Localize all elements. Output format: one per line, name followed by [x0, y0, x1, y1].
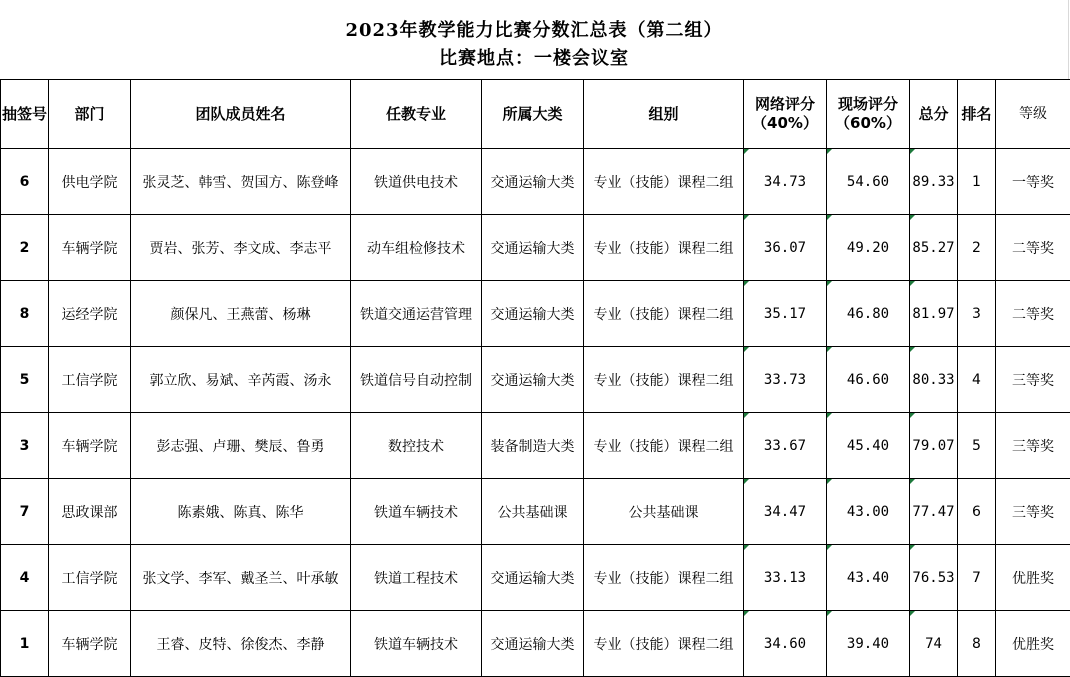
team-members-cell-text: 陈素娥、陈真、陈华	[177, 504, 304, 521]
rank-cell-text: 3	[972, 305, 981, 322]
comment-marker-icon	[744, 215, 749, 220]
online-score-cell	[744, 545, 827, 611]
rank-cell-text: 2	[972, 239, 981, 256]
teaching-major-cell	[351, 347, 482, 413]
team-members-cell	[131, 215, 351, 281]
group-cell-text: 专业（技能）课程二组	[593, 438, 734, 455]
comment-marker-icon	[744, 479, 749, 484]
grade-cell	[996, 281, 1070, 347]
draw-number-cell-text: 1	[19, 635, 30, 652]
department-cell	[49, 281, 131, 347]
header-group: 组别	[584, 80, 744, 149]
table-row	[1, 479, 1070, 545]
total-score-cell	[910, 545, 958, 611]
header-row	[1, 80, 1070, 149]
total-score-cell-text: 77.47	[912, 503, 955, 520]
online-score-cell	[744, 413, 827, 479]
onsite-score-cell	[827, 347, 910, 413]
teaching-major-cell-text: 动车组检修技术	[367, 240, 465, 257]
department-cell-text: 思政课部	[61, 504, 118, 521]
group-cell	[584, 479, 744, 545]
comment-marker-icon	[827, 215, 832, 220]
department-cell	[49, 545, 131, 611]
group-cell	[584, 545, 744, 611]
comment-marker-icon	[910, 281, 915, 286]
group-cell-text: 专业（技能）课程二组	[593, 174, 734, 191]
team-members-cell	[131, 545, 351, 611]
comment-marker-icon	[910, 347, 915, 352]
draw-number-cell	[1, 545, 49, 611]
header-online-label: 网络评分	[754, 95, 815, 113]
header-major: 任教专业	[351, 80, 482, 149]
category-cell-text: 交通运输大类	[490, 636, 575, 653]
rank-cell	[958, 347, 996, 413]
rank-cell	[958, 611, 996, 677]
online-score-cell	[744, 215, 827, 281]
onsite-score-cell-text: 43.00	[846, 503, 890, 520]
comment-marker-icon	[910, 413, 915, 418]
grade-cell-text: 二等奖	[1012, 240, 1054, 257]
comment-marker-icon	[744, 347, 749, 352]
group-cell-text: 专业（技能）课程二组	[593, 306, 734, 323]
online-score-cell-text: 35.17	[763, 305, 807, 322]
total-score-cell-text: 81.97	[912, 305, 955, 322]
category-cell	[482, 149, 584, 215]
department-cell-text: 供电学院	[61, 174, 118, 191]
table-row	[1, 215, 1070, 281]
teaching-major-cell	[351, 545, 482, 611]
score-table	[0, 79, 1070, 677]
onsite-score-cell	[827, 545, 910, 611]
rank-cell	[958, 149, 996, 215]
comment-marker-icon	[827, 545, 832, 550]
grade-cell-text: 优胜奖	[1012, 636, 1054, 653]
table-body	[1, 149, 1070, 677]
online-score-cell	[744, 611, 827, 677]
onsite-score-cell	[827, 149, 910, 215]
header-onsite-weight: （60%）	[835, 114, 901, 132]
teaching-major-cell	[351, 611, 482, 677]
comment-marker-icon	[910, 149, 915, 154]
grade-cell-text: 三等奖	[1012, 372, 1054, 389]
team-members-cell-text: 张灵芝、韩雪、贺国方、陈登峰	[142, 174, 339, 191]
grade-cell-text: 三等奖	[1012, 504, 1054, 521]
team-members-cell	[131, 413, 351, 479]
rank-cell-text: 1	[972, 173, 981, 190]
header-online-weight: （40%）	[752, 114, 818, 132]
header-members: 团队成员姓名	[131, 80, 351, 149]
total-score-cell	[910, 281, 958, 347]
category-cell	[482, 413, 584, 479]
online-score-cell-text: 36.07	[763, 239, 807, 256]
onsite-score-cell	[827, 413, 910, 479]
department-cell-text: 车辆学院	[61, 438, 118, 455]
grade-cell	[996, 215, 1070, 281]
header-online-score	[744, 80, 827, 149]
comment-marker-icon	[744, 545, 749, 550]
onsite-score-cell	[827, 479, 910, 545]
online-score-cell-text: 34.60	[763, 635, 807, 652]
table-row	[1, 413, 1070, 479]
teaching-major-cell-text: 铁道供电技术	[374, 174, 458, 191]
draw-number-cell-text: 5	[19, 371, 30, 388]
grade-cell	[996, 149, 1070, 215]
department-cell	[49, 347, 131, 413]
onsite-score-cell-text: 54.60	[846, 173, 890, 190]
grade-cell	[996, 479, 1070, 545]
category-cell-text: 交通运输大类	[490, 372, 575, 389]
category-cell	[482, 611, 584, 677]
online-score-cell-text: 33.67	[763, 437, 807, 454]
department-cell-text: 工信学院	[61, 372, 118, 389]
group-cell	[584, 215, 744, 281]
grade-cell	[996, 611, 1070, 677]
grade-cell-text: 二等奖	[1012, 306, 1054, 323]
header-rank: 排名	[958, 80, 996, 149]
online-score-cell-text: 33.73	[763, 371, 807, 388]
teaching-major-cell-text: 铁道车辆技术	[374, 636, 458, 653]
online-score-cell-text: 34.47	[763, 503, 807, 520]
onsite-score-cell-text: 46.60	[846, 371, 890, 388]
rank-cell-text: 5	[972, 437, 981, 454]
team-members-cell-text: 彭志强、卢珊、樊辰、鲁勇	[156, 438, 325, 455]
online-score-cell	[744, 347, 827, 413]
category-cell	[482, 347, 584, 413]
comment-marker-icon	[744, 413, 749, 418]
department-cell	[49, 611, 131, 677]
rank-cell	[958, 215, 996, 281]
draw-number-cell	[1, 281, 49, 347]
online-score-cell	[744, 479, 827, 545]
total-score-cell-text: 74	[925, 635, 942, 652]
team-members-cell-text: 张文学、李军、戴圣兰、叶承敏	[142, 570, 339, 587]
team-members-cell	[131, 149, 351, 215]
department-cell-text: 运经学院	[61, 306, 118, 323]
comment-marker-icon	[910, 611, 915, 616]
grade-cell-text: 优胜奖	[1012, 570, 1054, 587]
draw-number-cell	[1, 347, 49, 413]
header-dept: 部门	[49, 80, 131, 149]
group-cell-text: 专业（技能）课程二组	[593, 372, 734, 389]
rank-cell-text: 6	[972, 503, 981, 520]
rank-cell	[958, 479, 996, 545]
comment-marker-icon	[910, 545, 915, 550]
teaching-major-cell	[351, 281, 482, 347]
teaching-major-cell-text: 铁道交通运营管理	[360, 306, 472, 323]
table-row	[1, 611, 1070, 677]
group-cell	[584, 149, 744, 215]
total-score-cell-text: 80.33	[912, 371, 955, 388]
department-cell	[49, 479, 131, 545]
header-total: 总分	[910, 80, 958, 149]
category-cell	[482, 215, 584, 281]
table-row	[1, 281, 1070, 347]
teaching-major-cell	[351, 215, 482, 281]
draw-number-cell-text: 8	[19, 305, 30, 322]
team-members-cell	[131, 347, 351, 413]
teaching-major-cell-text: 铁道信号自动控制	[360, 372, 472, 389]
onsite-score-cell-text: 45.40	[846, 437, 890, 454]
teaching-major-cell-text: 铁道车辆技术	[374, 504, 458, 521]
department-cell-text: 车辆学院	[61, 636, 118, 653]
rank-cell-text: 4	[972, 371, 981, 388]
category-cell-text: 装备制造大类	[490, 438, 575, 455]
category-cell	[482, 545, 584, 611]
total-score-cell-text: 79.07	[912, 437, 955, 454]
rank-cell	[958, 281, 996, 347]
grade-cell	[996, 413, 1070, 479]
onsite-score-cell-text: 49.20	[846, 239, 890, 256]
teaching-major-cell-text: 数控技术	[388, 438, 444, 455]
rank-cell-text: 7	[972, 569, 981, 586]
onsite-score-cell	[827, 281, 910, 347]
teaching-major-cell-text: 铁道工程技术	[374, 570, 458, 587]
category-cell-text: 交通运输大类	[490, 570, 575, 587]
rank-cell	[958, 545, 996, 611]
onsite-score-cell	[827, 611, 910, 677]
draw-number-cell	[1, 413, 49, 479]
header-onsite-score	[827, 80, 910, 149]
comment-marker-icon	[910, 479, 915, 484]
online-score-cell	[744, 281, 827, 347]
group-cell	[584, 611, 744, 677]
comment-marker-icon	[827, 281, 832, 286]
comment-marker-icon	[827, 413, 832, 418]
grade-cell	[996, 347, 1070, 413]
total-score-cell	[910, 215, 958, 281]
total-score-cell	[910, 479, 958, 545]
draw-number-cell-text: 6	[19, 173, 30, 190]
title-area	[0, 0, 1069, 79]
comment-marker-icon	[827, 479, 832, 484]
department-cell-text: 车辆学院	[61, 240, 118, 257]
category-cell	[482, 479, 584, 545]
draw-number-cell-text: 4	[19, 569, 30, 586]
rank-cell	[958, 413, 996, 479]
grade-cell-text: 一等奖	[1012, 174, 1054, 191]
onsite-score-cell	[827, 215, 910, 281]
onsite-score-cell-text: 43.40	[846, 569, 890, 586]
grade-cell-text: 三等奖	[1012, 438, 1054, 455]
draw-number-cell	[1, 149, 49, 215]
group-cell	[584, 413, 744, 479]
comment-marker-icon	[827, 611, 832, 616]
group-cell-text: 公共基础课	[628, 504, 699, 521]
department-cell	[49, 413, 131, 479]
total-score-cell-text: 89.33	[912, 173, 955, 190]
group-cell	[584, 347, 744, 413]
department-cell-text: 工信学院	[61, 570, 118, 587]
total-score-cell	[910, 413, 958, 479]
venue-subtitle: 比赛地点：一楼会议室	[439, 48, 629, 69]
group-cell-text: 专业（技能）课程二组	[593, 240, 734, 257]
draw-number-cell-text: 3	[19, 437, 30, 454]
online-score-cell	[744, 149, 827, 215]
teaching-major-cell	[351, 149, 482, 215]
draw-number-cell	[1, 215, 49, 281]
group-cell-text: 专业（技能）课程二组	[593, 570, 734, 587]
total-score-cell-text: 76.53	[912, 569, 955, 586]
total-score-cell	[910, 347, 958, 413]
header-onsite-label: 现场评分	[837, 95, 898, 113]
comment-marker-icon	[744, 611, 749, 616]
header-draw: 抽签号	[1, 80, 49, 149]
category-cell-text: 交通运输大类	[490, 240, 575, 257]
team-members-cell-text: 颜保凡、王燕蕾、杨琳	[170, 306, 311, 323]
comment-marker-icon	[827, 149, 832, 154]
draw-number-cell-text: 2	[19, 239, 30, 256]
onsite-score-cell-text: 46.80	[846, 305, 890, 322]
category-cell-text: 交通运输大类	[490, 306, 575, 323]
online-score-cell-text: 33.13	[763, 569, 807, 586]
teaching-major-cell	[351, 413, 482, 479]
team-members-cell	[131, 281, 351, 347]
comment-marker-icon	[827, 347, 832, 352]
group-cell-text: 专业（技能）课程二组	[593, 636, 734, 653]
grade-cell	[996, 545, 1070, 611]
category-cell-text: 交通运输大类	[490, 174, 575, 191]
category-cell	[482, 281, 584, 347]
comment-marker-icon	[744, 281, 749, 286]
table-row	[1, 347, 1070, 413]
header-category: 所属大类	[482, 80, 584, 149]
department-cell	[49, 149, 131, 215]
department-cell	[49, 215, 131, 281]
total-score-cell	[910, 149, 958, 215]
table-row	[1, 149, 1070, 215]
draw-number-cell	[1, 611, 49, 677]
team-members-cell-text: 王睿、皮特、徐俊杰、李静	[156, 636, 325, 653]
header-grade: 等级	[996, 80, 1070, 149]
onsite-score-cell-text: 39.40	[846, 635, 890, 652]
team-members-cell	[131, 479, 351, 545]
comment-marker-icon	[744, 149, 749, 154]
category-cell-text: 公共基础课	[497, 504, 568, 521]
rank-cell-text: 8	[972, 635, 981, 652]
team-members-cell	[131, 611, 351, 677]
total-score-cell-text: 85.27	[912, 239, 955, 256]
group-cell	[584, 281, 744, 347]
draw-number-cell	[1, 479, 49, 545]
teaching-major-cell	[351, 479, 482, 545]
total-score-cell	[910, 611, 958, 677]
draw-number-cell-text: 7	[19, 503, 30, 520]
comment-marker-icon	[910, 215, 915, 220]
team-members-cell-text: 贾岩、张芳、李文成、李志平	[149, 240, 332, 257]
table-row	[1, 545, 1070, 611]
online-score-cell-text: 34.73	[763, 173, 807, 190]
sheet-title: 2023年教学能力比赛分数汇总表（第二组）	[345, 20, 723, 41]
team-members-cell-text: 郭立欣、易斌、辛芮霞、汤永	[149, 372, 332, 389]
